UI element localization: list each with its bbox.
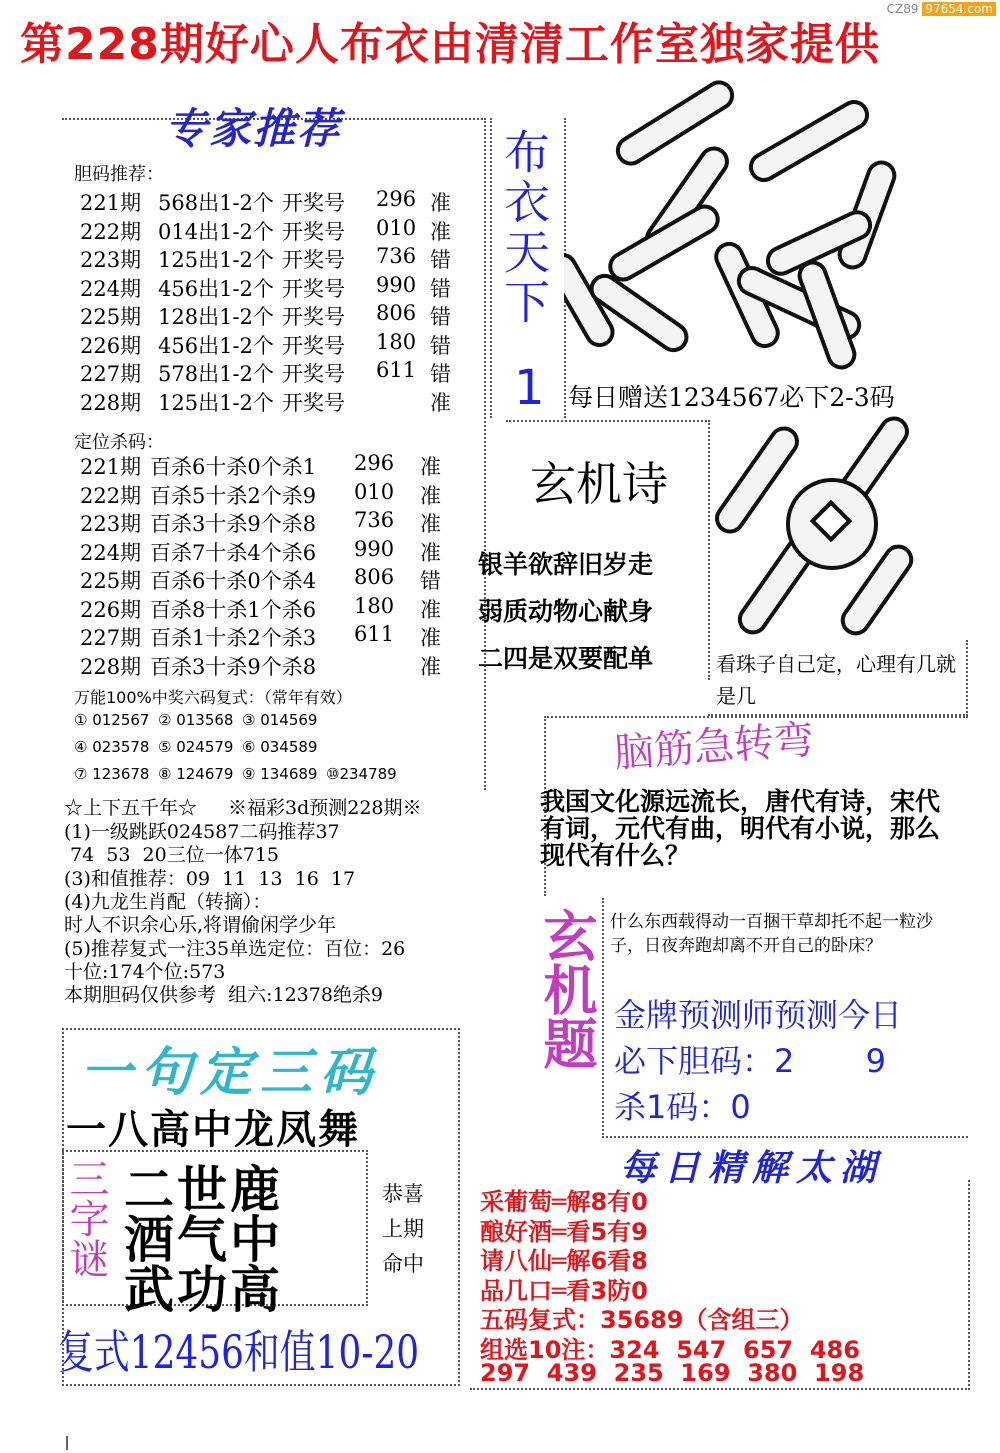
- dan-label: 开奖号: [282, 333, 345, 358]
- dan-heading: 胆码推荐：: [74, 164, 164, 185]
- dan-period: 227期: [80, 362, 142, 386]
- dan-label: 开奖号: [282, 276, 345, 301]
- poem-title: 玄机诗: [530, 457, 668, 511]
- congrats-1: 恭喜: [382, 1182, 424, 1206]
- forecast-title-left: ☆上下五千年☆: [64, 797, 198, 819]
- kill-pick: 百杀3十杀9个杀8: [150, 512, 317, 536]
- kill-result: 准: [420, 597, 441, 622]
- six-code: ③ 014569: [242, 711, 318, 729]
- kill-number: 806: [354, 565, 395, 589]
- yiju-title: 一句定三码: [80, 1043, 381, 1103]
- taihu-line: 品几口═看3防0: [480, 1276, 648, 1305]
- six-code: ④ 023578: [74, 738, 150, 756]
- brain-title: 脑筋急转弯: [612, 717, 816, 777]
- taihu-line: 组选10注：324 547 657 486: [480, 1335, 860, 1364]
- forecast-line: (4)九龙生肖配（转摘）：: [64, 890, 272, 913]
- six-code: ⑧ 124679: [158, 765, 234, 783]
- riddle-line-3: 武功高: [124, 1260, 283, 1319]
- dan-label: 开奖号: [282, 362, 345, 386]
- dan-number: 296: [376, 187, 417, 211]
- six-heading: 万能100%中奖六码复式：（常年有效）: [74, 688, 352, 707]
- kill-period: 227期: [80, 626, 142, 650]
- congrats-3: 命中: [382, 1252, 424, 1276]
- dan-result: 错: [430, 333, 451, 358]
- dan-result: 错: [430, 305, 451, 329]
- forecast-line: 时人不识余心乐,将谓偷闲学少年: [64, 914, 337, 937]
- dan-period: 221期: [80, 191, 142, 215]
- kill-pick: 百杀7十杀4个杀6: [150, 540, 317, 565]
- forecast-line: 74 53 20三位一体715: [64, 844, 279, 867]
- dan-period: 222期: [80, 219, 142, 244]
- bottom-tick: [66, 1436, 68, 1450]
- xuanji-ti-question: 什么东西载得动一百捆干草却托不起一粒沙子，日夜奔跑却离不开自己的卧床？: [610, 912, 933, 956]
- dan-number: 736: [376, 244, 417, 268]
- riddle-line-2: 酒气中: [124, 1210, 283, 1269]
- forecast-line: (3)和值推荐：09 11 13 16 17: [64, 867, 356, 890]
- buyi-vertical: 布衣天下: [497, 128, 551, 328]
- dan-period: 226期: [80, 333, 142, 358]
- six-code: ⑨ 134689: [242, 765, 318, 783]
- kill-period: 221期: [80, 455, 142, 479]
- forecast-line: 十位:174个位:573: [64, 960, 226, 983]
- dan-label: 开奖号: [282, 305, 345, 329]
- poem-line-1: 银羊欲辞旧岁走: [478, 550, 654, 579]
- kill-result: 准: [420, 455, 441, 479]
- taihu-line: 请八仙═解6看8: [480, 1247, 648, 1275]
- six-code: ⑥ 034589: [242, 738, 318, 756]
- daily-gift: 每日赠送1234567必下2-3码: [568, 378, 895, 414]
- xuanji-ti-label: 玄机题: [535, 908, 598, 1070]
- dan-pick: 125出1-2个: [158, 390, 274, 415]
- kill-number: 010: [354, 479, 395, 504]
- dan-label: 开奖号: [282, 248, 345, 272]
- congrats-2: 上期: [382, 1217, 424, 1241]
- dan-number: 010: [376, 215, 417, 240]
- dan-number: 806: [376, 301, 417, 325]
- six-code: ① 012567: [74, 711, 150, 729]
- kill-heading: 定位杀码：: [74, 432, 164, 453]
- kill-number: 611: [354, 622, 395, 646]
- dan-period: 223期: [80, 248, 142, 272]
- kill-number: 296: [354, 451, 395, 475]
- kill-result: 准: [420, 512, 441, 536]
- kill-pick: 百杀6十杀0个杀4: [150, 569, 317, 593]
- kill-period: 226期: [80, 597, 142, 622]
- dan-pick: 578出1-2个: [158, 362, 274, 386]
- dan-label: 开奖号: [282, 219, 345, 244]
- expert-title: 专家推荐: [165, 104, 342, 153]
- site-watermark[interactable]: CZ89 97654.com: [887, 2, 996, 16]
- kill-number: 990: [354, 536, 395, 561]
- forecast-line: (1)一级跳跃024587二码推荐37: [64, 821, 340, 843]
- dan-result: 准: [430, 219, 451, 244]
- kill-result: 准: [420, 654, 441, 679]
- yiju-phrase: 一八高中龙凤舞: [66, 1107, 360, 1153]
- kill-pick: 百杀1十杀2个杀3: [150, 626, 317, 650]
- taihu-title: 每日精解太湖: [620, 1147, 885, 1189]
- dan-period: 224期: [80, 276, 142, 301]
- dan-number: 611: [376, 358, 417, 382]
- buyi-number: 1: [514, 360, 545, 416]
- kill-period: 225期: [80, 569, 142, 593]
- page-title: 第228期好心人布衣由清清工作室独家提供: [20, 19, 880, 70]
- kill-number: 736: [354, 508, 395, 532]
- taihu-line: 五码复式：35689（含组三）: [480, 1306, 804, 1334]
- riddle-line-1: 二世鹿: [124, 1160, 283, 1219]
- forecast-line: 本期胆码仅供参考 组六:12378绝杀9: [64, 984, 384, 1007]
- dan-pick: 125出1-2个: [158, 248, 274, 272]
- dan-period: 225期: [80, 305, 142, 329]
- six-code: ⑩234789: [326, 765, 397, 783]
- six-code: ⑤ 024579: [158, 738, 234, 756]
- forecast-line: (5)推荐复式一注35单选定位：百位：26: [64, 937, 406, 960]
- dan-result: 错: [430, 362, 451, 386]
- kill-result: 准: [420, 626, 441, 650]
- dan-period: 228期: [80, 390, 142, 415]
- six-code: ⑦ 123678: [74, 765, 150, 783]
- dan-number: 990: [376, 272, 417, 297]
- dan-pick: 568出1-2个: [158, 191, 274, 215]
- dan-pick: 456出1-2个: [158, 276, 274, 301]
- must-dan: 必下胆码：2 9: [614, 1042, 886, 1080]
- poem-line-2: 弱质动物心献身: [478, 597, 654, 626]
- dan-pick: 128出1-2个: [158, 305, 274, 329]
- kill-pick: 百杀8十杀1个杀6: [150, 597, 317, 622]
- taihu-line: 297 439 235 169 380 198: [480, 1359, 865, 1387]
- poem-line-3: 二四是双要配单: [478, 644, 654, 673]
- kill-result: 准: [420, 483, 441, 508]
- dan-pick: 014出1-2个: [158, 219, 274, 244]
- six-code: ② 013568: [158, 711, 234, 729]
- dan-result: 准: [430, 390, 451, 415]
- kill-pick: 百杀3十杀9个杀8: [150, 654, 317, 679]
- taihu-line: 酿好酒═看5有9: [480, 1217, 648, 1246]
- taihu-line: 采葡萄═解8有0: [480, 1188, 648, 1216]
- gold-forecaster: 金牌预测师预测今日: [614, 996, 903, 1034]
- poem-note: 看珠子自己定，心理有几就是几: [716, 652, 956, 708]
- kill-period: 222期: [80, 483, 142, 508]
- dan-pick: 456出1-2个: [158, 333, 274, 358]
- dan-label: 开奖号: [282, 191, 345, 215]
- dan-result: 错: [430, 276, 451, 301]
- kill-one: 杀1码：0: [614, 1088, 751, 1126]
- dan-result: 错: [430, 248, 451, 272]
- kill-result: 准: [420, 540, 441, 565]
- kill-period: 224期: [80, 540, 142, 565]
- dan-number: 180: [376, 329, 417, 354]
- riddle-label: 三字谜: [63, 1158, 109, 1278]
- kill-number: 180: [354, 593, 395, 618]
- kill-pick: 百杀6十杀0个杀1: [150, 455, 317, 479]
- kill-period: 228期: [80, 654, 142, 679]
- brain-question: 我国文化源远流长，唐代有诗，宋代有词，元代有曲，明代有小说，那么现代有什么？: [540, 787, 941, 870]
- fushi-line: 复式12456和值10-20: [58, 1325, 420, 1379]
- dan-label: 开奖号: [282, 390, 345, 415]
- kill-pick: 百杀5十杀2个杀9: [150, 483, 317, 508]
- kill-period: 223期: [80, 512, 142, 536]
- forecast-title-right: ※福彩3d预测228期※: [228, 797, 422, 819]
- kill-result: 错: [420, 569, 441, 593]
- dan-result: 准: [430, 191, 451, 215]
